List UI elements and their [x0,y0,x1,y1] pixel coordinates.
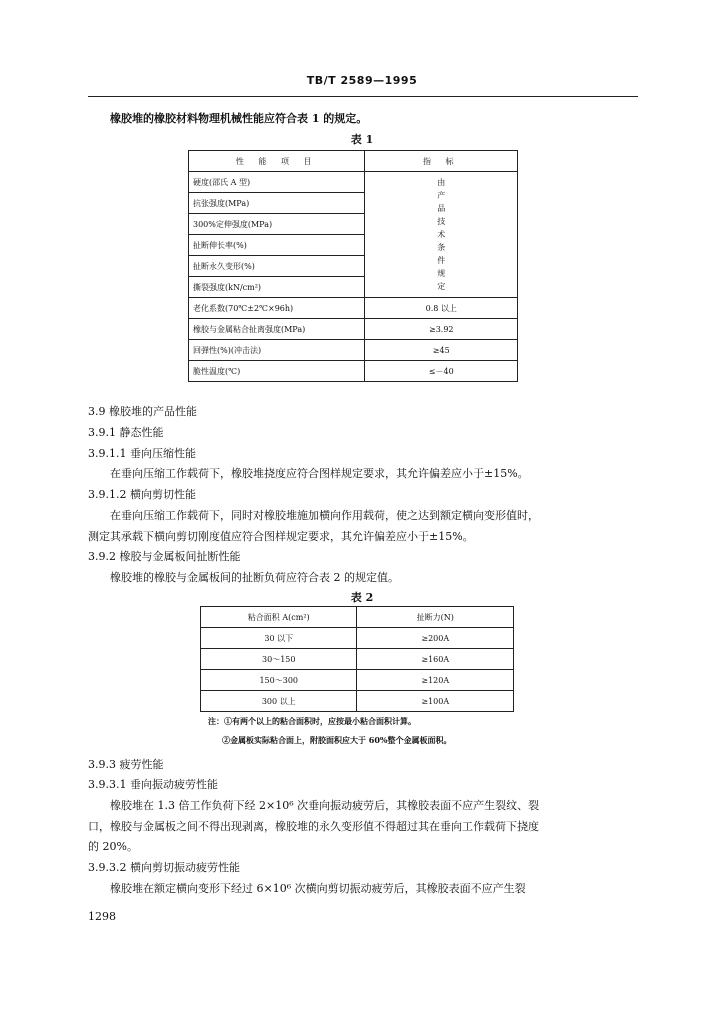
section-3-9-3-2-heading: 3.9.3.2 横向剪切振动疲劳性能 [88,861,240,874]
intro-paragraph: 橡胶堆的橡胶材料物理机械性能应符合表 1 的规定。 [110,112,368,125]
table1-value: ≤－40 [365,361,518,382]
section-3-9-1-1-heading: 3.9.1.1 垂向压缩性能 [88,447,196,460]
table2-caption: 表 2 [350,591,374,604]
section-3-9-1-2-heading: 3.9.1.2 横向剪切性能 [88,488,196,501]
table2-force: ≥120A [357,670,514,691]
table-row [189,172,518,193]
table1-item: 老化系数(70℃±2℃×96h) [189,298,365,319]
section-3-9-3-1-text-line1: 橡胶堆在 1.3 倍工作负荷下经 2×10⁶ 次垂向振动疲劳后，其橡胶表面不应产生裂纹、裂 [110,799,540,812]
table1-header-row [189,151,518,172]
table2-force: ≥200A [357,628,514,649]
table1-item: 抗张强度(MPa) [189,193,365,214]
page-number: 1298 [88,910,116,923]
section-3-9-1-2-text-line1: 在垂向压缩工作载荷下，同时对橡胶堆施加横向作用载荷，使之达到额定横向变形值时， [110,509,539,522]
table2-force: ≥160A [357,649,514,670]
table-row [189,319,518,340]
table2-force: ≥100A [357,691,514,712]
header-rule [88,96,638,97]
section-3-9-3-1-text-line3: 的 20%。 [88,840,138,853]
table1-value: ≥45 [365,340,518,361]
table1-item: 脆性温度(℃) [189,361,365,382]
merged-char: 定 [437,282,446,291]
merged-char: 条 [437,243,446,252]
table2-header-area: 粘合面积 A(cm²) [201,607,357,628]
merged-char: 品 [437,204,446,213]
section-3-9-2-heading: 3.9.2 橡胶与金属板间扯断性能 [88,550,241,563]
table1-item: 300%定伸强度(MPa) [189,214,365,235]
table1-item: 橡胶与金属粘合扯离强度(MPa) [189,319,365,340]
table1-value: 0.8 以上 [365,298,518,319]
merged-char: 件 [437,256,446,265]
section-3-9-1-2-text-line2: 测定其承载下横向剪切刚度值应符合图样规定要求，其允许偏差应小于±15%。 [88,530,474,543]
section-3-9-3-1-text-line2: 口，橡胶与金属板之间不得出现剥离，橡胶堆的永久变形值不得超过其在垂向工作载荷下挠度 [88,820,539,833]
table-row [189,340,518,361]
section-3-9-1-1-text: 在垂向压缩工作载荷下，橡胶堆挠度应符合图样规定要求，其允许偏差应小于±15%。 [110,467,529,480]
table-row [201,628,514,649]
table1 [188,150,518,382]
table1-caption: 表 1 [350,133,374,146]
merged-char: 产 [437,191,446,200]
merged-char: 技 [437,217,446,226]
table-row [201,670,514,691]
table2-area: 300 以上 [201,691,357,712]
table2-area: 150～300 [201,670,357,691]
table-row [189,361,518,382]
table1-value: ≥3.92 [365,319,518,340]
section-3-9-heading: 3.9 橡胶堆的产品性能 [88,405,197,418]
table1-item: 回弹性(%)(冲击法) [189,340,365,361]
table1-merged-value [365,172,518,298]
table2-header-row [201,607,514,628]
table2-header-force: 扯断力(N) [357,607,514,628]
table1-item: 撕裂强度(kN/cm²) [189,277,365,298]
table2-area: 30 以下 [201,628,357,649]
table-row [201,649,514,670]
section-3-9-3-heading: 3.9.3 疲劳性能 [88,758,164,771]
table-row [201,691,514,712]
merged-char: 规 [437,269,446,278]
table-row [189,298,518,319]
document-header: TB/T 2589—1995 [306,74,418,87]
section-3-9-2-text: 橡胶堆的橡胶与金属板间的扯断负荷应符合表 2 的规定值。 [110,571,399,584]
table1-header-value: 指 标 [365,151,518,172]
table1-header-item: 性 能 项 目 [189,151,365,172]
table2-note-2: ②金属板实际粘合面上，附胶面积应大于 60%整个金属板面积。 [222,735,452,745]
table1-item: 扯断伸长率(%) [189,235,365,256]
section-3-9-1-heading: 3.9.1 静态性能 [88,426,164,439]
table2-area: 30～150 [201,649,357,670]
table1-item: 扯断永久变形(%) [189,256,365,277]
merged-char: 由 [437,178,446,187]
table1-item: 硬度(邵氏 A 型) [189,172,365,193]
section-3-9-3-2-text: 橡胶堆在额定横向变形下经过 6×10⁶ 次横向剪切振动疲劳后，其橡胶表面不应产生裂 [110,882,526,895]
table2-note-1: 注：①有两个以上的粘合面积时，应按最小粘合面积计算。 [208,716,416,726]
section-3-9-3-1-heading: 3.9.3.1 垂向振动疲劳性能 [88,778,218,791]
table2 [200,606,514,712]
merged-char: 术 [437,230,446,239]
